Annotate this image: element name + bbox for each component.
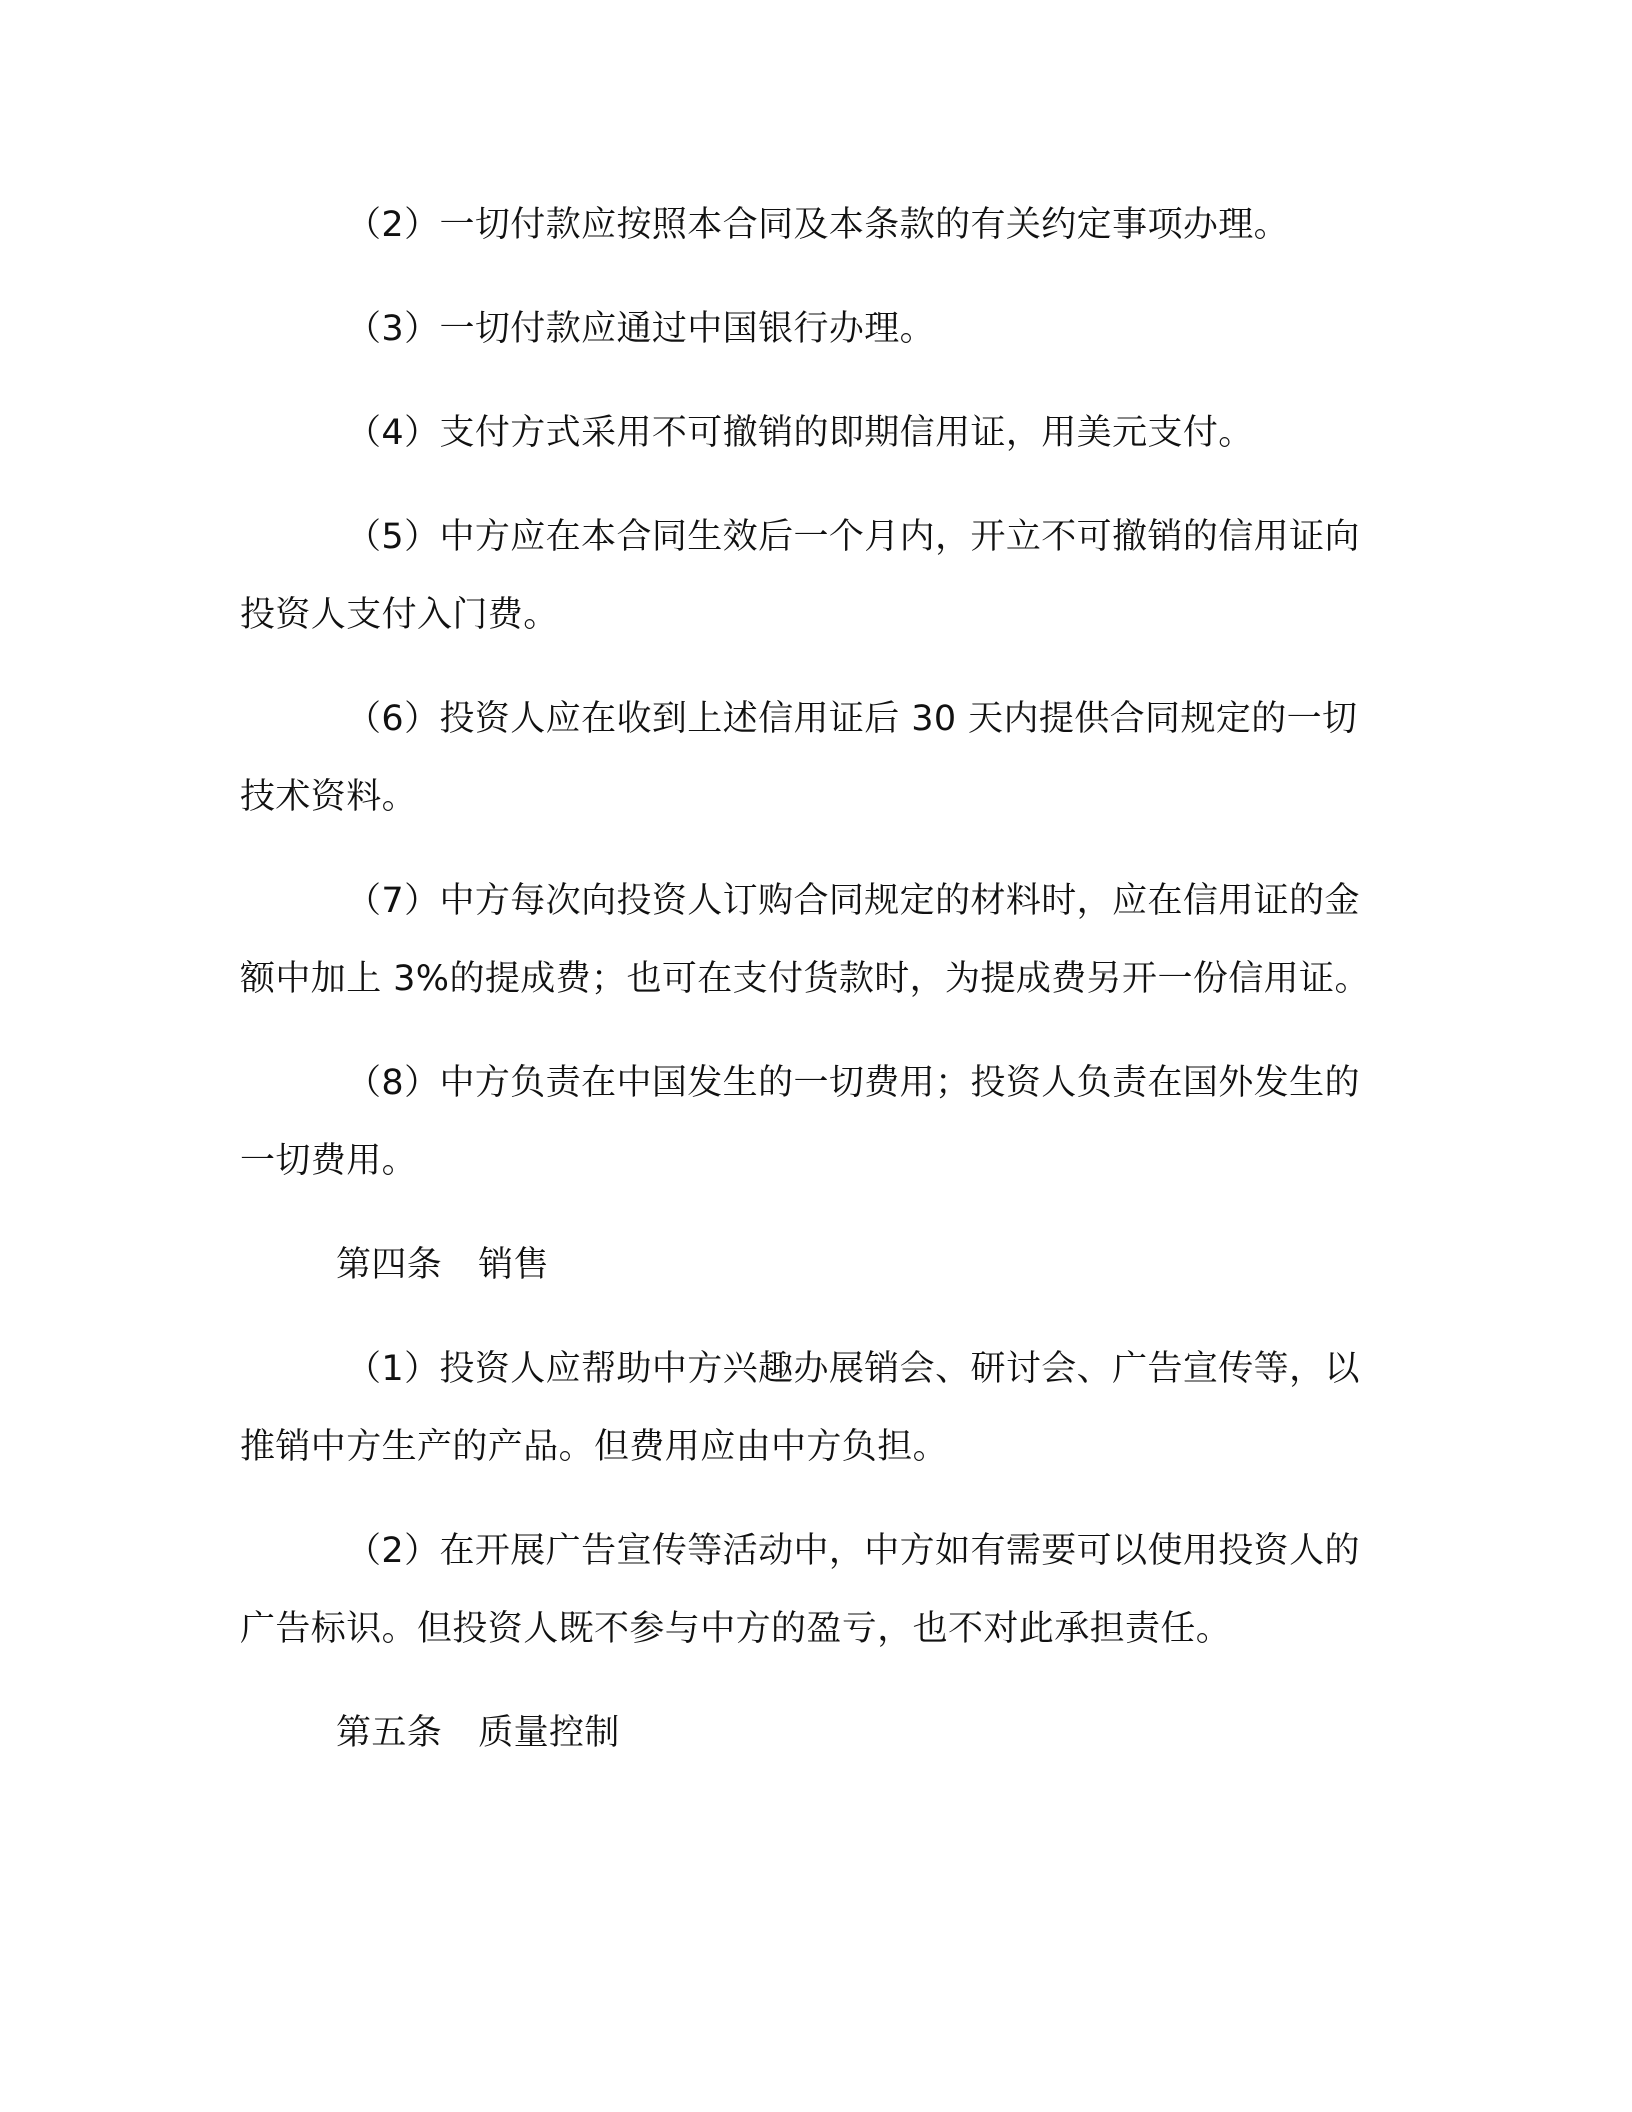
clause-item-2-payment-terms: （2）一切付款应按照本合同及本条款的有关约定事项办理。 (346, 205, 1290, 245)
clause-item-5-entry-fee: （5）中方应在本合同生效后一个月内，开立不可撤销的信用证向投资人支付入门费。 (240, 517, 1360, 635)
clause-item-7-commission: （7）中方每次向投资人订购合同规定的材料时，应在信用证的金额中加上 3%的提成费；也可在支付货款时，为提成费另开一份信用证。 (240, 881, 1370, 999)
article-number: 第四条 (336, 1245, 443, 1285)
sales-item-1-promotion: （1）投资人应帮助中方兴趣办展销会、研讨会、广告宣传等，以推销中方生产的产品。但费用应由中方负担。 (240, 1349, 1360, 1467)
clause-item-4-payment-method: （4）支付方式采用不可撤销的即期信用证，用美元支付。 (346, 413, 1254, 453)
article-title: 质量控制 (478, 1713, 620, 1753)
clause-item-6-technical-data: （6）投资人应在收到上述信用证后 30 天内提供合同规定的一切技术资料。 (240, 699, 1358, 817)
article-heading-quality-control (240, 1694, 1390, 1772)
sales-item-2-advertising: （2）在开展广告宣传等活动中，中方如有需要可以使用投资人的广告标识。但投资人既不参与中方的盈亏，也不对此承担责任。 (240, 1531, 1360, 1649)
document-page (240, 186, 1390, 1798)
article-number: 第五条 (336, 1713, 443, 1753)
article-title: 销售 (478, 1245, 550, 1285)
clause-item-3-bank: （3）一切付款应通过中国银行办理。 (346, 309, 936, 349)
article-heading-sales (240, 1226, 1390, 1304)
clause-item-8-expenses: （8）中方负责在中国发生的一切费用；投资人负责在国外发生的一切费用。 (240, 1063, 1360, 1181)
